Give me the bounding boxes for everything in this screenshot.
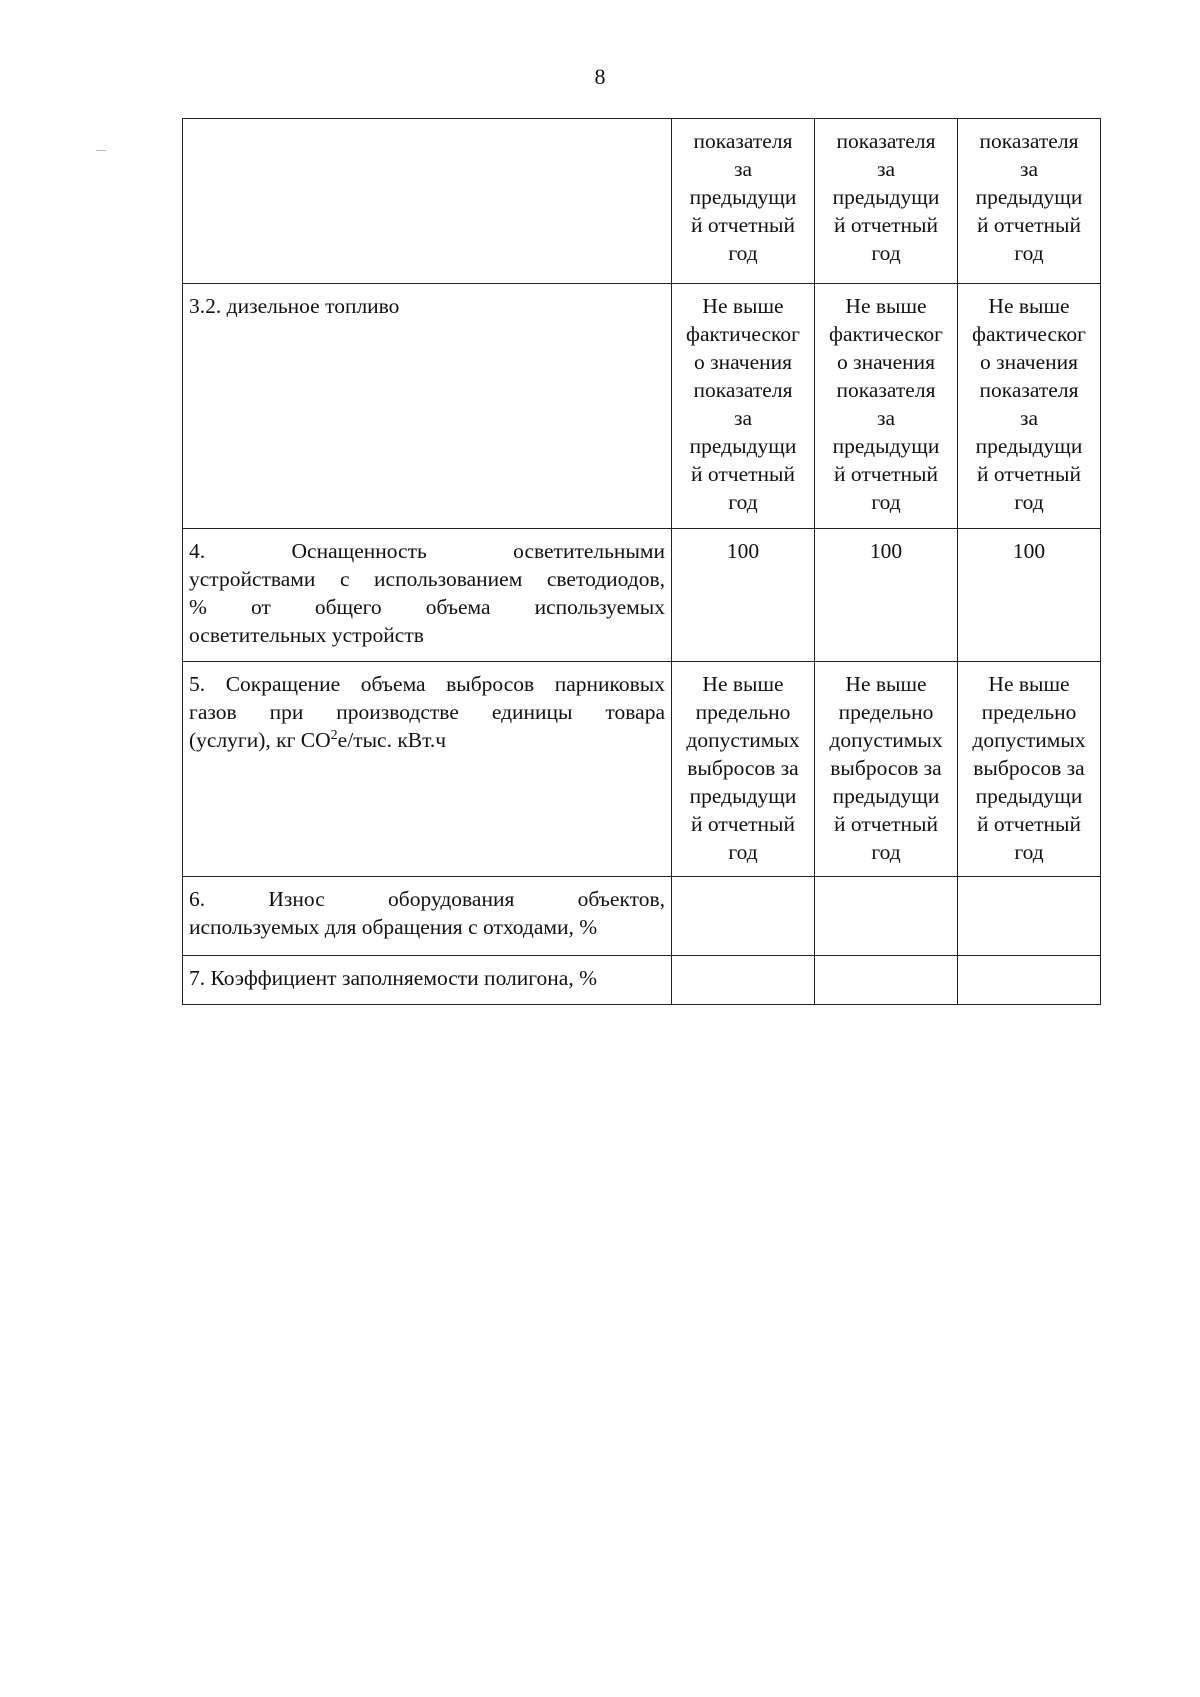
value-line: предыдущи — [832, 185, 940, 209]
value-line: год — [871, 490, 901, 514]
table-row — [183, 662, 1101, 877]
value-line: выбросов за — [830, 756, 942, 780]
description-line: используемых для обращения с отходами, % — [189, 915, 598, 939]
value-cell — [958, 662, 1101, 877]
unit-prefix: (услуги), кг СО — [189, 728, 331, 752]
value-line: предельно — [695, 700, 791, 724]
value-line: предыдущи — [689, 784, 797, 808]
value-cell — [672, 529, 815, 662]
value-line: фактическог — [686, 322, 800, 346]
description-line: 6. Износ оборудования объектов, — [189, 887, 665, 911]
indicator-description-cell — [183, 956, 672, 1005]
value-line: показателя — [836, 129, 936, 153]
value-line: о значения — [836, 350, 936, 374]
description-line: 5. Сокращение объема выбросов парниковых — [189, 672, 665, 696]
value-line: предыдущи — [832, 434, 940, 458]
table-row — [183, 956, 1101, 1005]
value-line: за — [876, 406, 896, 430]
table-row — [183, 529, 1101, 662]
value-line: й отчетный — [834, 812, 938, 836]
value-line: 100 — [726, 539, 760, 563]
value-line: предыдущи — [689, 185, 797, 209]
value-cell — [958, 877, 1101, 956]
value-line: предыдущи — [975, 185, 1083, 209]
value-line: фактическог — [972, 322, 1086, 346]
value-line: й отчетный — [834, 213, 938, 237]
value-line: допустимых — [829, 728, 943, 752]
value-line: Не выше — [702, 672, 784, 696]
value-cell — [672, 119, 815, 284]
indicator-description-cell — [183, 119, 672, 284]
value-line: Не выше — [702, 294, 784, 318]
scan-artifact — [96, 150, 106, 151]
description-line: устройствами с использованием светодиодов, — [189, 567, 665, 591]
value-line: й отчетный — [834, 462, 938, 486]
value-line: показателя — [979, 129, 1079, 153]
value-cell — [958, 284, 1101, 529]
value-line: показателя — [836, 378, 936, 402]
value-line: о значения — [693, 350, 793, 374]
value-line: показателя — [693, 378, 793, 402]
value-line: Не выше — [845, 672, 927, 696]
value-line: й отчетный — [977, 812, 1081, 836]
value-line: показателя — [979, 378, 1079, 402]
value-cell — [815, 119, 958, 284]
value-line: предыдущи — [832, 784, 940, 808]
value-cell — [672, 877, 815, 956]
table-row — [183, 284, 1101, 529]
value-line: Не выше — [988, 294, 1070, 318]
value-line: Не выше — [988, 672, 1070, 696]
value-line: предыдущи — [689, 434, 797, 458]
description-line: 4. Оснащенность осветительными — [189, 539, 665, 563]
description-line: газов при производстве единицы товара — [189, 700, 665, 724]
value-line: за — [876, 157, 896, 181]
description-unit-line — [189, 726, 665, 754]
indicator-description-cell — [183, 284, 672, 529]
value-cell — [815, 956, 958, 1005]
value-line: за — [733, 406, 753, 430]
indicator-description-cell — [183, 877, 672, 956]
value-line: фактическог — [829, 322, 943, 346]
unit-suffix: е/тыс. кВт.ч — [337, 728, 447, 752]
value-line: год — [1014, 490, 1044, 514]
value-line: Не выше — [845, 294, 927, 318]
value-line: 100 — [1012, 539, 1046, 563]
value-line: показателя — [693, 129, 793, 153]
value-cell — [815, 877, 958, 956]
value-cell — [958, 529, 1101, 662]
value-line: й отчетный — [691, 462, 795, 486]
value-line: год — [1014, 241, 1044, 265]
unit-superscript: 2 — [330, 727, 338, 743]
value-cell — [672, 662, 815, 877]
value-line: год — [728, 241, 758, 265]
value-line: год — [728, 490, 758, 514]
value-line: предыдущи — [975, 434, 1083, 458]
value-line: допустимых — [972, 728, 1086, 752]
value-cell — [815, 529, 958, 662]
page-number: 8 — [594, 64, 606, 89]
value-line: год — [871, 840, 901, 864]
value-line: за — [733, 157, 753, 181]
value-line: предыдущи — [975, 784, 1083, 808]
value-cell — [958, 119, 1101, 284]
value-line: й отчетный — [977, 213, 1081, 237]
value-line: допустимых — [686, 728, 800, 752]
indicator-description-cell — [183, 662, 672, 877]
value-line: выбросов за — [973, 756, 1085, 780]
table-row — [183, 119, 1101, 284]
value-line: й отчетный — [691, 812, 795, 836]
value-line: выбросов за — [687, 756, 799, 780]
value-line: й отчетный — [977, 462, 1081, 486]
indicator-table — [182, 118, 1101, 1005]
value-line: год — [1014, 840, 1044, 864]
value-cell — [672, 956, 815, 1005]
value-line: о значения — [979, 350, 1079, 374]
value-line: за — [1019, 157, 1039, 181]
description-line: 3.2. дизельное топливо — [189, 294, 400, 318]
description-line: осветительных устройств — [189, 623, 424, 647]
value-line: предельно — [981, 700, 1077, 724]
table-row — [183, 877, 1101, 956]
description-line: % от общего объема используемых — [189, 595, 665, 619]
value-cell — [958, 956, 1101, 1005]
value-cell — [672, 284, 815, 529]
value-line: 100 — [869, 539, 903, 563]
value-line: год — [871, 241, 901, 265]
value-line: й отчетный — [691, 213, 795, 237]
value-cell — [815, 284, 958, 529]
value-line: за — [1019, 406, 1039, 430]
value-line: год — [728, 840, 758, 864]
value-line: предельно — [838, 700, 934, 724]
value-cell — [815, 662, 958, 877]
indicator-description-cell — [183, 529, 672, 662]
description-line: 7. Коэффициент заполняемости полигона, % — [189, 966, 598, 990]
